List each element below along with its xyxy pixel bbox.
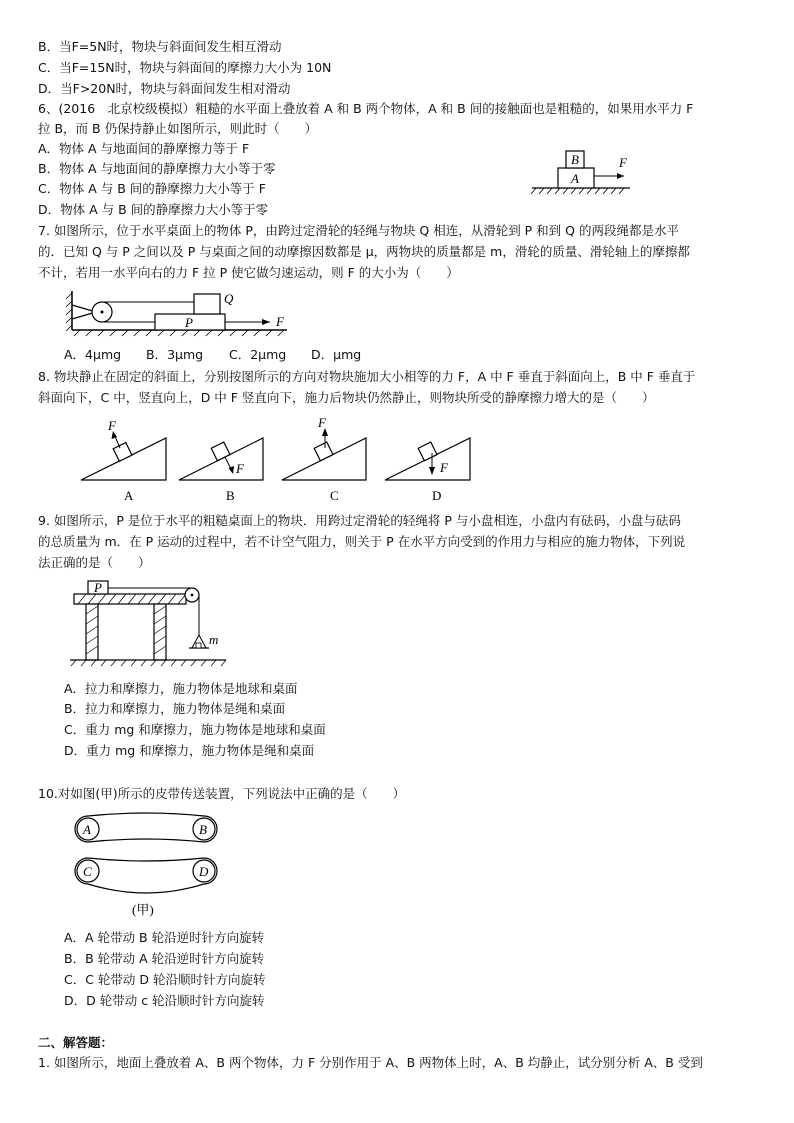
q9-option-d: D．重力 mg 和摩擦力，施力物体是绳和桌面 xyxy=(64,743,315,758)
q8-figure xyxy=(78,415,498,505)
q6-stem-line2: 拉 B，而 B 仍保持静止如图所示，则此时（ ） xyxy=(38,121,318,136)
q7-option-c: C．2μmg xyxy=(229,347,287,362)
q10-wheel-a: A xyxy=(83,822,91,837)
q8-a-force-label: F xyxy=(108,418,116,433)
q8-stem-line1: 8. 物块静止在固定的斜面上，分别按图所示的方向对物块施加大小相等的力 F，A 中 F 垂直于斜面向上，B 中 F 垂直于 xyxy=(38,369,696,384)
q5-option-d: D．当F>20N时，物块与斜面间发生相对滑动 xyxy=(38,81,291,96)
q7-option-d: D．μmg xyxy=(311,347,362,362)
q8-incline-a xyxy=(81,418,166,503)
q7-option-b: B．3μmg xyxy=(146,347,204,362)
q9-stem-line2: 的总质量为 m．在 P 运动的过程中，若不计空气阻力，则关于 P 在水平方向受到的作用力与相应的施力物体，下列说 xyxy=(38,534,686,549)
q9-label-p: P xyxy=(94,580,102,595)
q6-label-a: A xyxy=(571,171,579,186)
q7-label-q: Q xyxy=(224,291,234,306)
q8-label-d: D xyxy=(432,488,442,503)
q10-option-d: D．D 轮带动 c 轮沿顺时针方向旋转 xyxy=(64,993,265,1008)
q8-stem-line2: 斜面向下，C 中，竖直向上，D 中 F 竖直向下，施力后物块仍然静止，则物块所受的静摩擦力增大的是（ ） xyxy=(38,390,655,405)
q7-stem-line1: 7. 如图所示，位于水平桌面上的物体 P，由跨过定滑轮的轻绳与物块 Q 相连，从滑轮到 P 和到 Q 的两段绳都是水平 xyxy=(38,223,679,238)
q6-stem-line1: 6、(2016 北京校级模拟）粗糙的水平面上叠放着 A 和 B 两个物体，A 和 B 间的接触面也是粗糙的，如果用水平力 F xyxy=(38,101,694,116)
q5-option-b: B．当F=5N时，物块与斜面间发生相互滑动 xyxy=(38,39,282,54)
q8-d-force-label: F xyxy=(440,460,448,475)
q10-wheel-b: B xyxy=(199,822,207,837)
q8-incline-b xyxy=(179,438,263,503)
q7-stem-line2: 的．已知 Q 与 P 之间以及 P 与桌面之间的动摩擦因数都是 μ，两物块的质量都是 m，滑轮的质量、滑轮轴上的摩擦都 xyxy=(38,244,690,259)
q7-stem-line3: 不计，若用一水平向右的力 F 拉 P 使它做匀速运动，则 F 的大小为（ ） xyxy=(38,265,459,280)
q8-label-b: B xyxy=(226,488,235,503)
q7-label-f: F xyxy=(276,314,284,329)
q10-caption: (甲) xyxy=(132,902,154,917)
q8-b-force-label: F xyxy=(236,461,244,476)
q8-incline-c xyxy=(282,415,366,503)
section2-title: 二、解答题： xyxy=(38,1035,114,1050)
q5-option-c: C．当F=15N时，物块与斜面间的摩擦力大小为 10N xyxy=(38,60,332,75)
q9-label-m: m xyxy=(209,632,219,647)
q9-stem-line3: 法正确的是（ ） xyxy=(38,555,151,570)
q8-label-c: C xyxy=(330,488,339,503)
q6-option-b: B．物体 A 与地面间的静摩擦力大小等于零 xyxy=(38,161,276,176)
q8-incline-d xyxy=(385,438,470,503)
section2-q1: 1. 如图所示，地面上叠放着 A、B 两个物体，力 F 分别作用于 A、B 两物体上时，A、B 均静止，试分别分析 A、B 受到 xyxy=(38,1055,703,1070)
q10-option-c: C．C 轮带动 D 轮沿顺时针方向旋转 xyxy=(64,972,266,987)
q9-figure xyxy=(66,578,236,670)
q9-stem-line1: 9. 如图所示，P 是位于水平的粗糙桌面上的物块．用跨过定滑轮的轻绳将 P 与小盘相连，小盘内有砝码，小盘与砝码 xyxy=(38,513,681,528)
q6-option-c: C．物体 A 与 B 间的静摩擦力大小等于 F xyxy=(38,181,266,196)
q7-figure xyxy=(62,287,302,337)
q8-c-force-label: F xyxy=(318,415,326,430)
q9-option-c: C．重力 mg 和摩擦力，施力物体是地球和桌面 xyxy=(64,722,326,737)
q10-wheel-d: D xyxy=(199,864,209,879)
q6-figure xyxy=(528,145,638,197)
q10-option-a: A．A 轮带动 B 轮沿逆时针方向旋转 xyxy=(64,930,265,945)
q9-option-b: B．拉力和摩擦力，施力物体是绳和桌面 xyxy=(64,701,286,716)
q10-stem: 10.对如图(甲)所示的皮带传送装置，下列说法中正确的是（ ） xyxy=(38,786,406,801)
q10-option-b: B．B 轮带动 A 轮沿逆时针方向旋转 xyxy=(64,951,265,966)
q6-label-b: B xyxy=(571,152,579,167)
q7-label-p: P xyxy=(185,315,193,330)
q8-label-a: A xyxy=(124,488,134,503)
q6-label-f: F xyxy=(619,155,627,170)
q6-option-a: A．物体 A 与地面间的静摩擦力等于 F xyxy=(38,141,250,156)
q6-option-d: D．物体 A 与 B 间的静摩擦力大小等于零 xyxy=(38,202,269,217)
q7-option-a: A．4μmg xyxy=(64,347,122,362)
q9-option-a: A．拉力和摩擦力，施力物体是地球和桌面 xyxy=(64,681,298,696)
q10-wheel-c: C xyxy=(83,864,92,879)
q10-figure xyxy=(68,810,228,922)
